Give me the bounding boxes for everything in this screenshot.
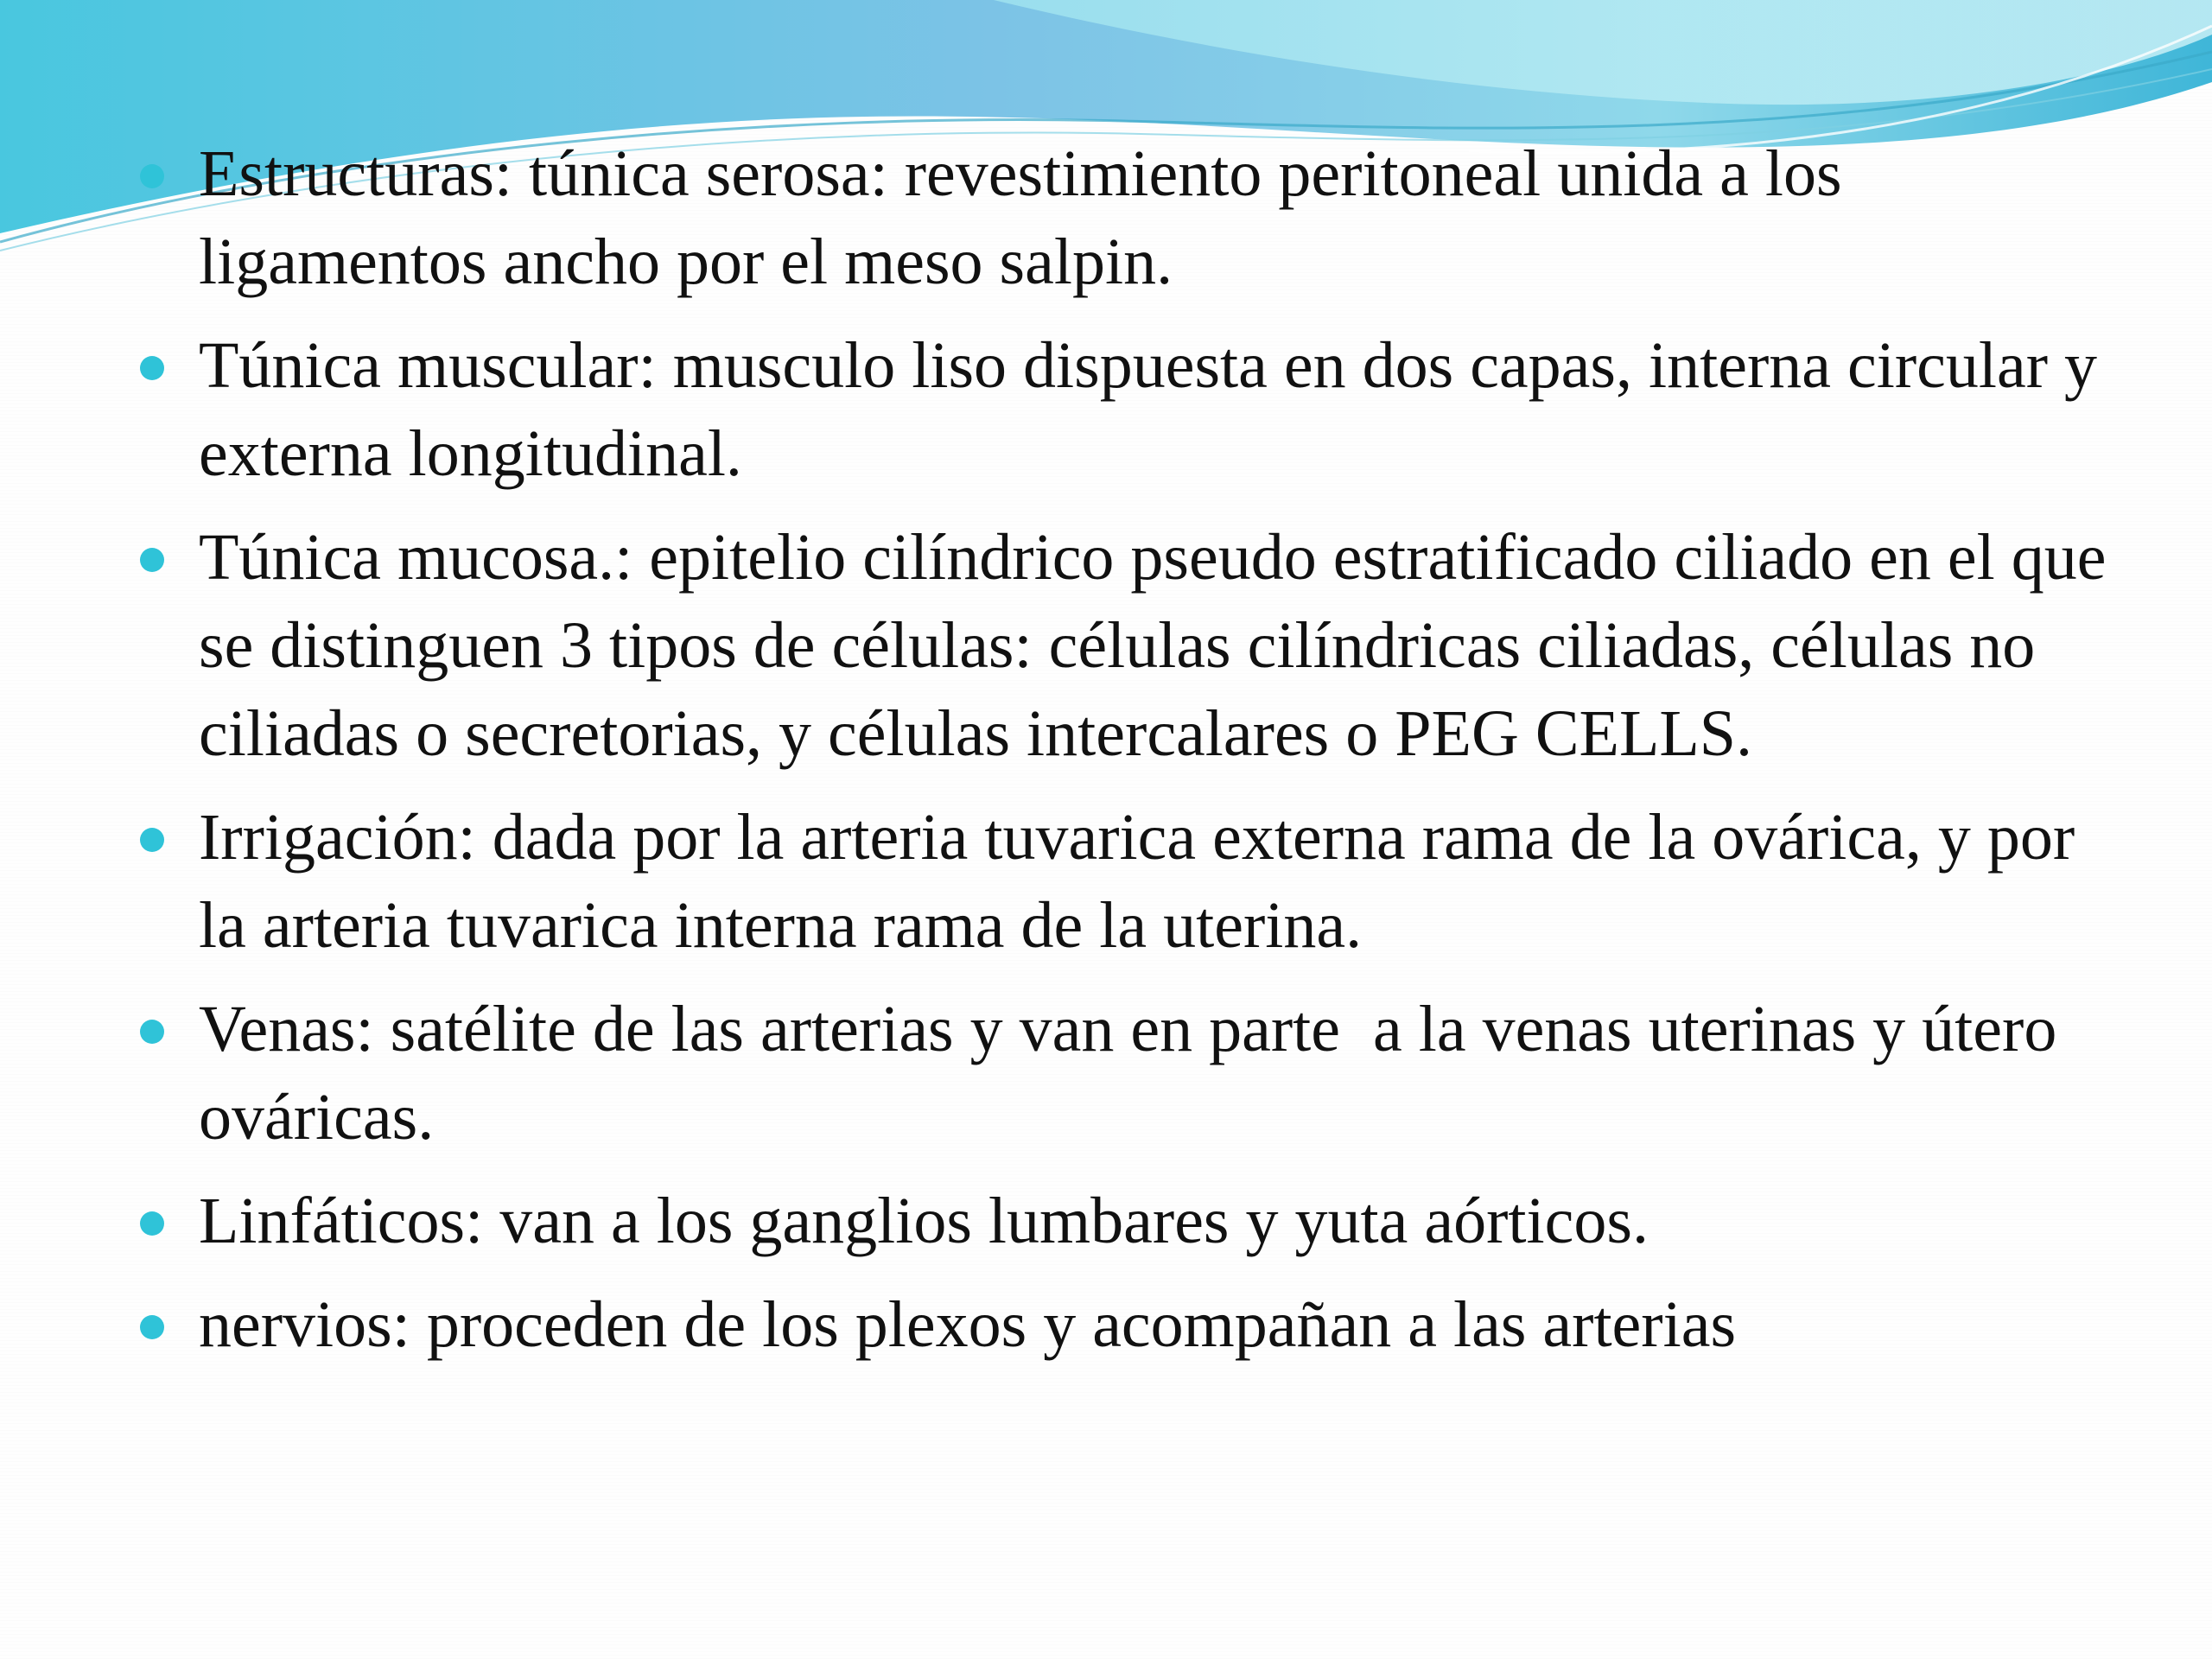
bullet-text: Linfáticos: van a los ganglios lumbares y yuta aórticos.	[199, 1185, 1649, 1257]
bullet-dot-icon	[140, 828, 164, 852]
bullet-item-irrigation	[137, 793, 2124, 969]
bullet-item-muscular	[137, 321, 2124, 498]
bullet-list	[137, 130, 2124, 1384]
bullet-text: Estructuras: túnica serosa: revestimiento peritoneal unida a los ligamentos ancho por el meso salpin.	[199, 137, 1859, 298]
bullet-item-lymphatics	[137, 1177, 2124, 1265]
bullet-dot-icon	[140, 1211, 164, 1236]
bullet-dot-icon	[140, 1315, 164, 1339]
bullet-text: nervios: proceden de los plexos y acompañan a las arterias	[199, 1288, 1737, 1361]
bullet-dot-icon	[140, 164, 164, 188]
bullet-dot-icon	[140, 1020, 164, 1044]
bullet-dot-icon	[140, 356, 164, 380]
bullet-item-nerves	[137, 1281, 2124, 1369]
bullet-text: Irrigación: dada por la arteria tuvarica externa rama de la ovárica, y por la arteria tuvarica interna rama de la uterina.	[199, 801, 2092, 962]
bullet-item-structures	[137, 130, 2124, 306]
bullet-item-veins	[137, 985, 2124, 1161]
bullet-text: Túnica mucosa.: epitelio cilíndrico pseudo estratificado ciliado en el que se distinguen 3 tipos de células: células cilíndricas ciliadas, células no ciliadas o secretorias, y células intercalares o PEG CELLS.	[199, 521, 2123, 770]
bullet-text: Túnica muscular: musculo liso dispuesta en dos capas, interna circular y externa longitudinal.	[199, 329, 2114, 490]
bullet-dot-icon	[140, 548, 164, 572]
bullet-text: Venas: satélite de las arterias y van en parte a la venas uterinas y útero ováricas.	[199, 993, 2074, 1154]
bullet-item-mucosa	[137, 513, 2124, 778]
